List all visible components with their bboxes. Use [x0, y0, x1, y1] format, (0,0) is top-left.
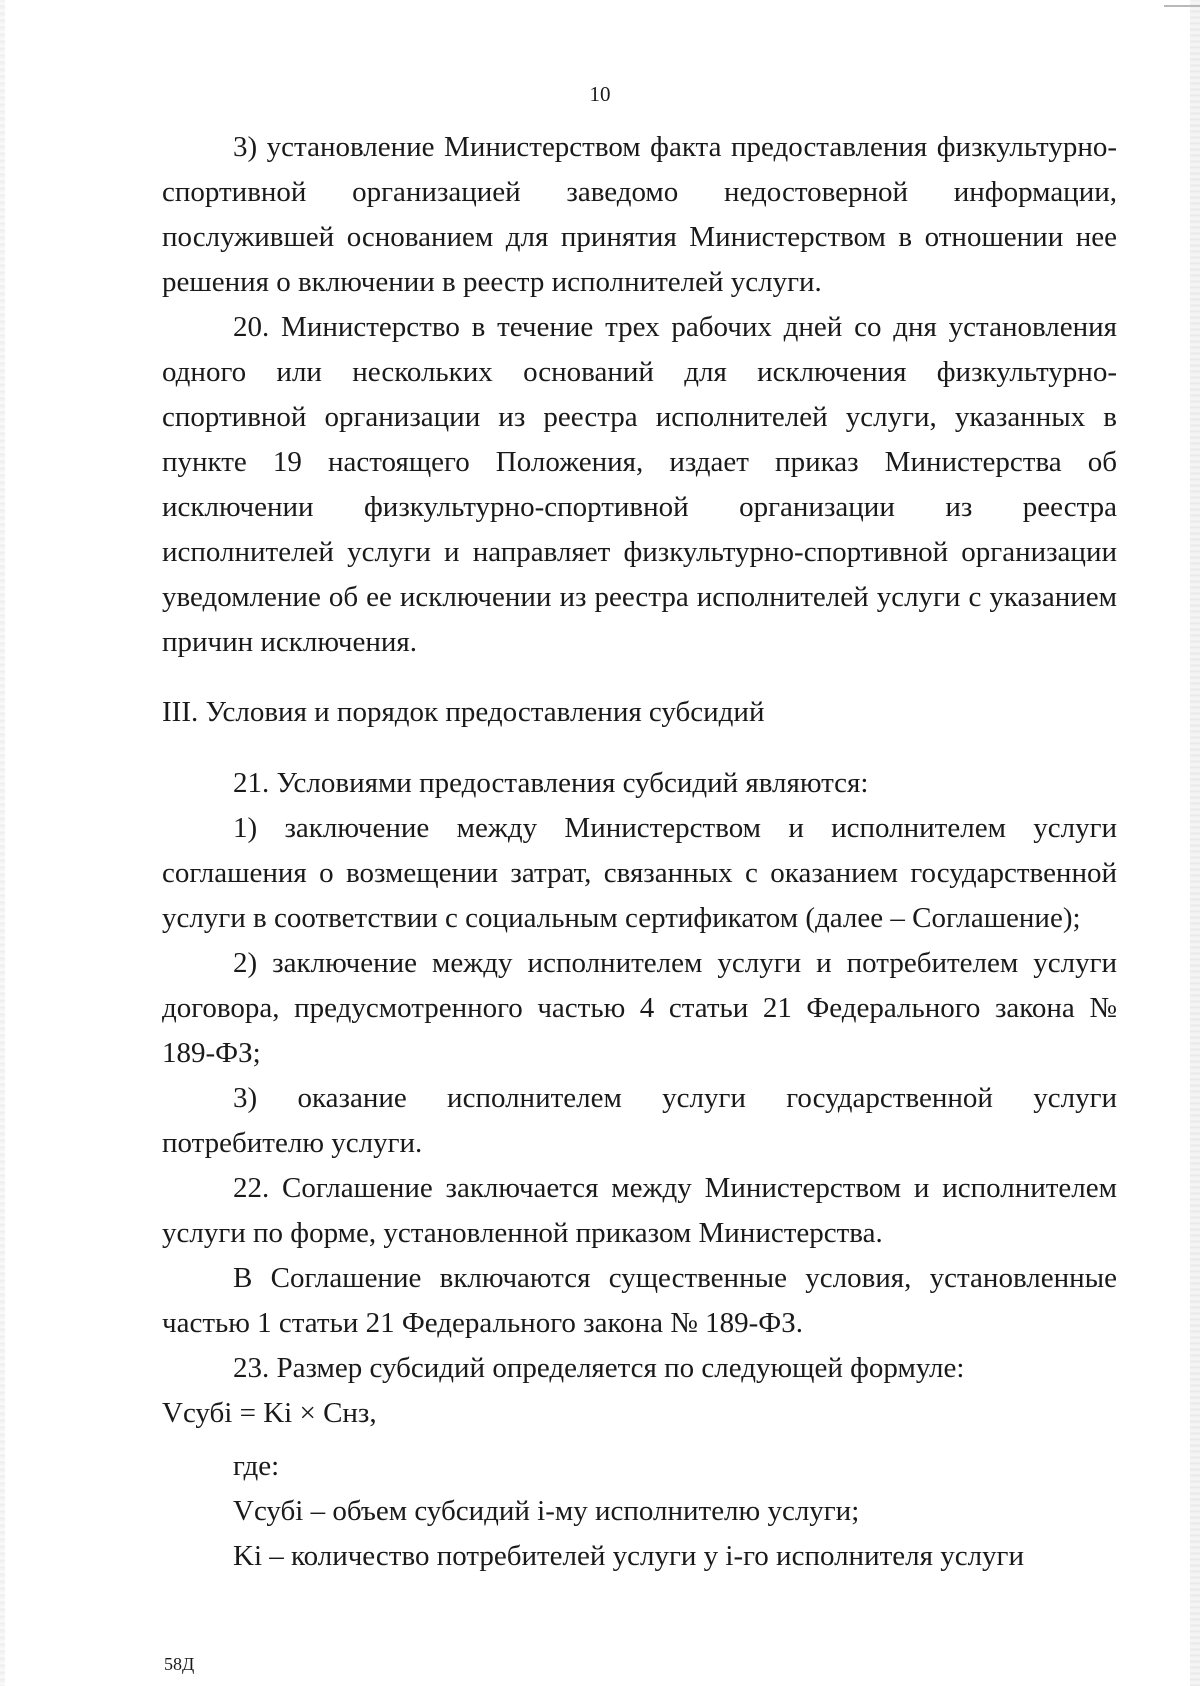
paragraph-19-item-3: 3) установление Министерством факта предоставления физкультурно-спортивной организацией заведомо недостоверной информации, послужившей основанием для принятия Министерством в отношении нее решения о включении в реестр исполнителей услуги. [162, 131, 1117, 298]
formula-where: где: [233, 1450, 280, 1482]
paragraph-22-continued: В Соглашение включаются существенные условия, установленные частью 1 статьи 21 Федерального закона № 189-ФЗ. [162, 1262, 1117, 1339]
page-number: 10 [589, 82, 611, 106]
footer-code: 58Д [164, 1654, 195, 1674]
paragraph-21: 21. Условиями предоставления субсидий являются: [233, 767, 869, 799]
formula-definition-ki: Ki – количество потребителей услуги у i-го исполнителя услуги [233, 1540, 1024, 1572]
subsidy-formula: Vсубi = Ki × Снз, [162, 1397, 377, 1429]
formula-definition-vsub: Vсубi – объем субсидий i-му исполнителю услуги; [233, 1495, 860, 1527]
section-heading: III. Условия и порядок предоставления субсидий [162, 696, 765, 728]
scan-edge-right [1190, 0, 1200, 1686]
paragraph-22: 22. Соглашение заключается между Министерством и исполнителем услуги по форме, установленной приказом Министерства. [162, 1172, 1117, 1249]
document-body [162, 125, 1117, 1579]
scan-edge-left [0, 0, 5, 1686]
paragraph-21-item-1: 1) заключение между Министерством и исполнителем услуги соглашения о возмещении затрат, связанных с оказанием государственной услуги в соответствии с социальным сертификатом (далее – Соглашение); [162, 812, 1117, 934]
paragraph-20: 20. Министерство в течение трех рабочих дней со дня установления одного или нескольких оснований для исключения физкультурно-спортивной организации из реестра исполнителей услуги, указанных в пункте 19 настоящего Положения, издает приказ Министерства об исключении физкультурно-спортивной организации из реестра исполнителей услуги и направляет физкультурно-спортивной организации уведомление об ее исключении из реестра исполнителей услуги с указанием причин исключения. [162, 311, 1117, 658]
paragraph-21-item-2: 2) заключение между исполнителем услуги и потребителем услуги договора, предусмотренного частью 4 статьи 21 Федерального закона № 189-ФЗ; [162, 947, 1117, 1069]
scan-corner-mark [1164, 5, 1200, 7]
paragraph-23: 23. Размер субсидий определяется по следующей формуле: [233, 1352, 965, 1384]
paragraph-21-item-3: 3) оказание исполнителем услуги государственной услуги потребителю услуги. [162, 1082, 1117, 1159]
